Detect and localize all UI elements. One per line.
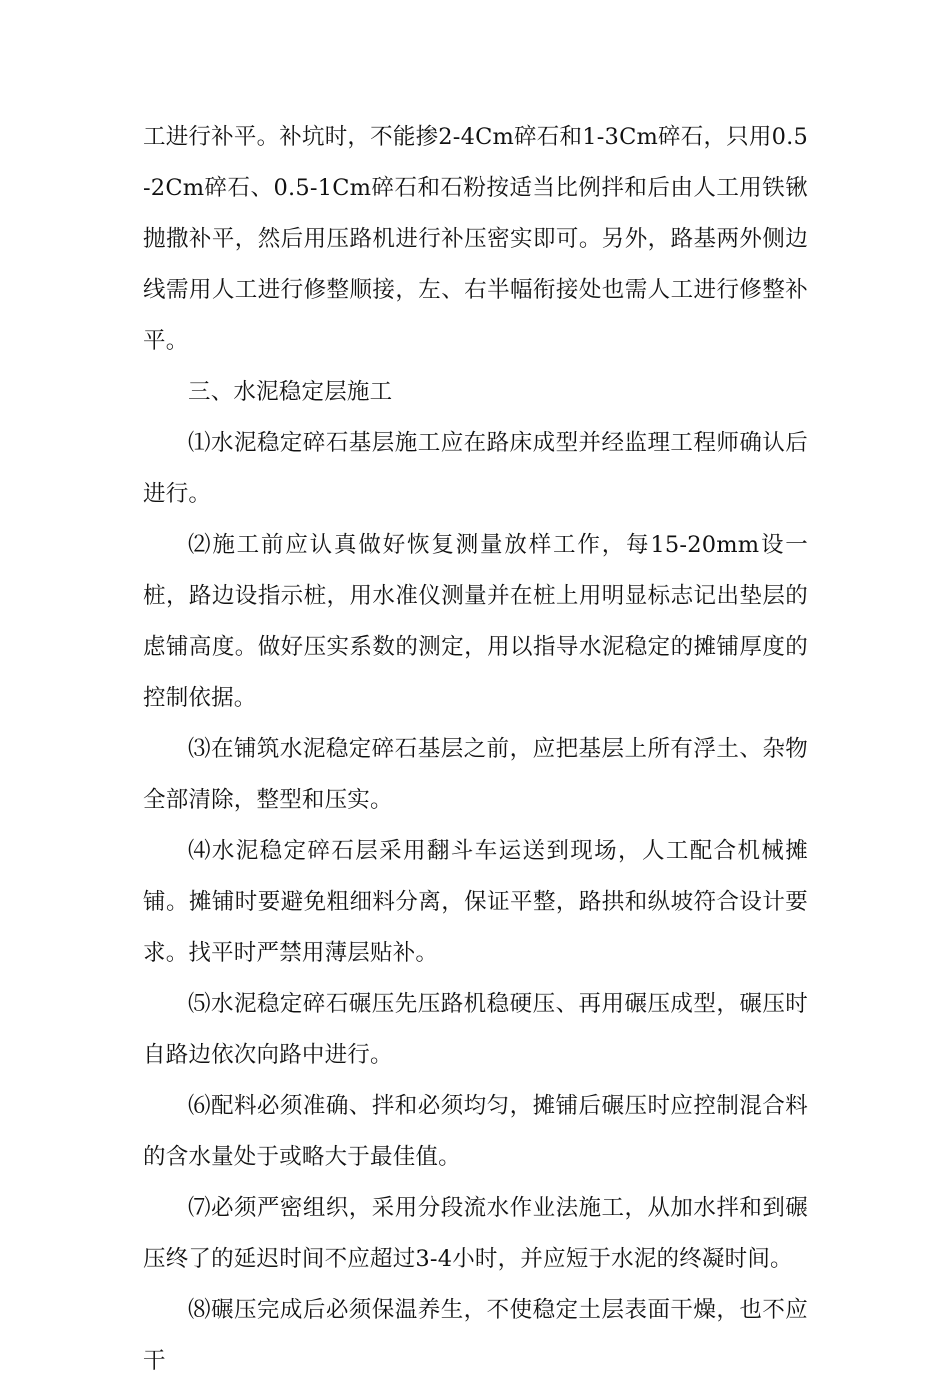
paragraph-item-7: ⑺必须严密组织，采用分段流水作业法施工，从加水拌和到碾压终了的延迟时间不应超过3-4小时，并应短于水泥的终凝时间。	[143, 1195, 808, 1272]
paragraph-item-6: ⑹配料必须准确、拌和必须均匀，摊铺后碾压时应控制混合料的含水量处于或略大于最佳值。	[143, 1093, 808, 1170]
paragraph-item-5: ⑸水泥稳定碎石碾压先压路机稳硬压、再用碾压成型，碾压时自路边依次向路中进行。	[143, 991, 808, 1068]
paragraph-item-8: ⑻碾压完成后必须保温养生，不使稳定土层表面干燥，也不应干	[143, 1297, 808, 1374]
paragraph-item-1: ⑴水泥稳定碎石基层施工应在路床成型并经监理工程师确认后进行。	[143, 430, 808, 507]
paragraph-item-3: ⑶在铺筑水泥稳定碎石基层之前，应把基层上所有浮土、杂物全部清除，整型和压实。	[143, 736, 808, 813]
document-body	[143, 112, 808, 1387]
paragraph-continuation: 工进行补平。补坑时，不能掺2-4Cm碎石和1-3Cm碎石，只用0.5-2Cm碎石、0.5-1Cm碎石和石粉按适当比例拌和后由人工用铁锹抛撒补平，然后用压路机进行补压密实即可。另外，路基两外侧边线需用人工进行修整顺接，左、右半幅衔接处也需人工进行修整补平。	[143, 124, 808, 354]
paragraph-item-2: ⑵施工前应认真做好恢复测量放样工作，每15-20mm设一桩，路边设指示桩，用水准仪测量并在桩上用明显标志记出垫层的虑铺高度。做好压实系数的测定，用以指导水泥稳定的摊铺厚度的控制依据。	[143, 532, 808, 711]
section-heading: 三、水泥稳定层施工	[188, 379, 393, 405]
paragraph-item-4: ⑷水泥稳定碎石层采用翻斗车运送到现场，人工配合机械摊铺。摊铺时要避免粗细料分离，保证平整，路拱和纵坡符合设计要求。找平时严禁用薄层贴补。	[143, 838, 808, 966]
